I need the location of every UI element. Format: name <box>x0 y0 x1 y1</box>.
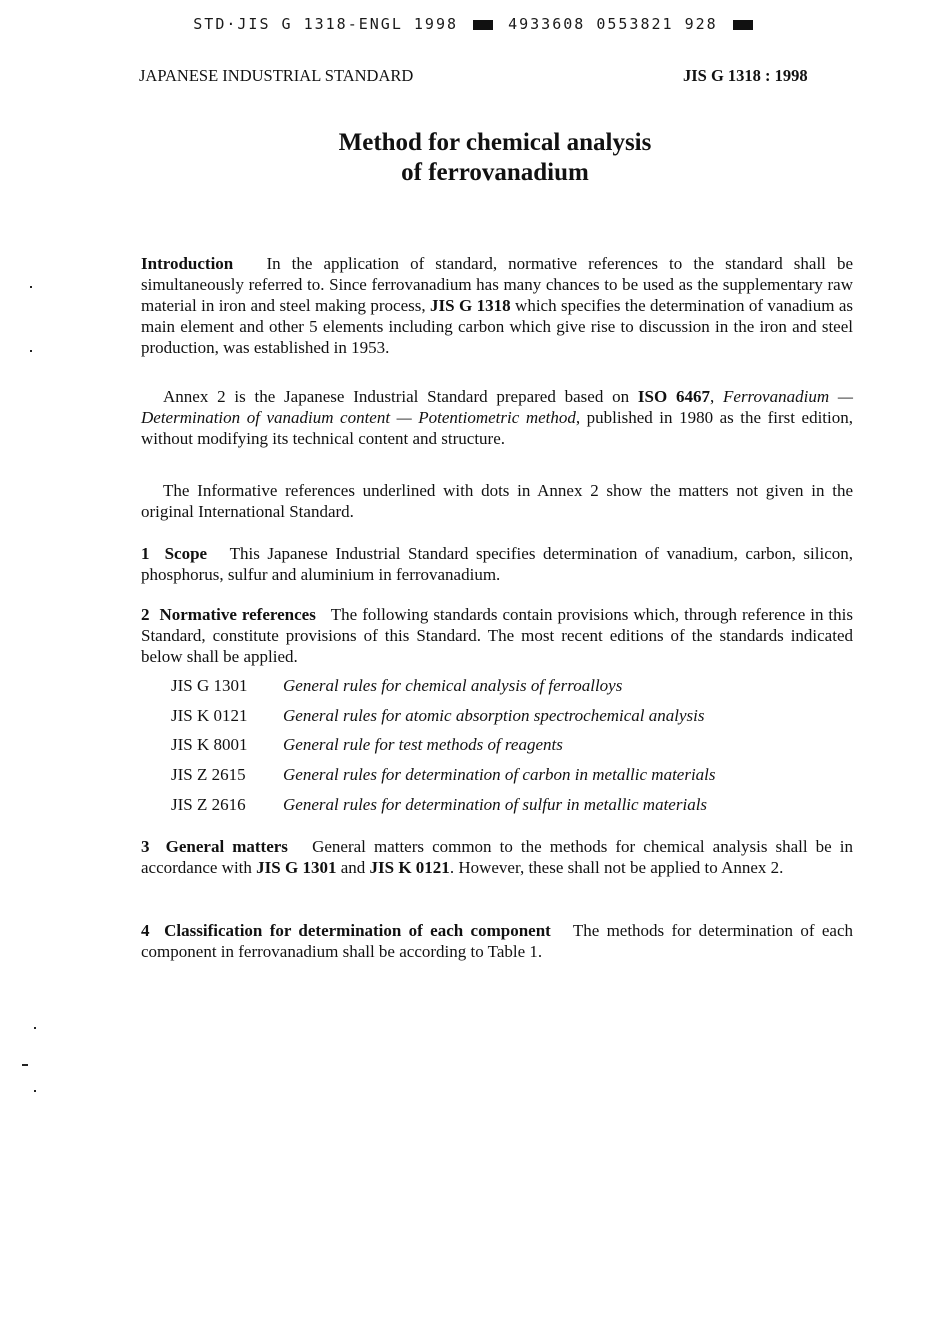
section-heading: General matters <box>165 837 288 856</box>
scope-section <box>141 543 853 585</box>
introduction-heading: Introduction <box>141 254 234 273</box>
reference-title: General rules for determination of carbon in metallic materials <box>283 765 716 784</box>
normative-references-section <box>141 604 853 667</box>
reference-code: JIS Z 2616 <box>171 795 246 814</box>
document-serial: 4933608 0553821 928 <box>508 15 718 33</box>
scan-speck <box>30 286 32 288</box>
section-text: The methods for determination of each component in ferrovanadium shall be according to Table 1. <box>141 921 854 961</box>
scan-speck <box>34 1090 36 1092</box>
standard-ref: JIS G 1301 <box>256 858 337 877</box>
introduction-paragraph <box>141 253 853 358</box>
reference-title: General rule for test methods of reagents <box>283 735 563 754</box>
section-number: 3 <box>141 837 150 856</box>
section-number: 2 <box>141 605 150 624</box>
reference-code: JIS K 8001 <box>171 735 248 754</box>
section-text: The following standards contain provisions which, through reference in this Standard, constitute provisions of this Standard. The most recent editions of the standards indicated below shall be applied. <box>141 605 853 666</box>
annex-text-cont: , published in 1980 as the first edition, without modifying its technical content and structure. <box>141 408 853 448</box>
scan-speck <box>30 350 32 352</box>
general-matters-section <box>141 836 853 878</box>
reference-item <box>171 706 705 726</box>
intro-standard-ref: JIS G 1318 <box>430 296 511 315</box>
classification-section <box>141 920 853 962</box>
section-heading: Scope <box>164 544 208 563</box>
iso-title: Ferrovanadium — Determination of vanadium content — Potentiometric method <box>141 387 853 427</box>
barcode-block-icon <box>733 20 753 30</box>
section-number: 4 <box>141 921 150 940</box>
reference-title: General rules for chemical analysis of ferroalloys <box>283 676 623 695</box>
iso-ref: ISO 6467 <box>637 387 710 406</box>
informative-paragraph: The Informative references underlined with dots in Annex 2 show the matters not given in the original International Standard. <box>141 481 853 521</box>
reference-code: JIS Z 2615 <box>171 765 246 784</box>
section-text: . However, these shall not be applied to Annex 2. <box>449 858 784 877</box>
section-heading: Normative references <box>159 605 316 624</box>
title-line-1: Method for chemical analysis <box>338 129 652 156</box>
document-code: STD·JIS G 1318-ENGL 1998 <box>193 15 459 33</box>
standard-ref: JIS K 0121 <box>369 858 450 877</box>
intro-text: In the application of standard, normative references to the standard shall be simultaneously referred to. Since ferrovanadium has many chances to be used as the supplementary raw material in iron and steel making process, <box>141 254 853 315</box>
annex-sep: , <box>709 387 724 406</box>
title-line-2: of ferrovanadium <box>401 159 589 186</box>
section-text: and <box>336 858 370 877</box>
reference-item <box>171 795 707 815</box>
annex-text: Annex 2 is the Japanese Industrial Standard prepared based on <box>163 387 638 406</box>
scan-speck <box>34 1027 36 1029</box>
reference-code: JIS G 1301 <box>171 676 248 695</box>
standard-label: JAPANESE INDUSTRIAL STANDARD <box>139 66 414 85</box>
reference-item <box>171 735 563 755</box>
reference-title: General rules for determination of sulfur in metallic materials <box>283 795 708 814</box>
section-text: General matters common to the methods for chemical analysis shall be in accordance with <box>141 837 854 877</box>
reference-item <box>171 676 622 696</box>
barcode-block-icon <box>473 20 493 30</box>
document-code-line <box>0 15 950 33</box>
reference-item <box>171 765 716 785</box>
section-text: This Japanese Industrial Standard specifies determination of vanadium, carbon, silicon, phosphorus, sulfur and aluminium in ferrovanadium. <box>141 544 854 584</box>
section-heading: Classification for determination of each component <box>164 921 551 940</box>
intro-text-cont: which specifies the determination of vanadium as main element and other 5 elements including carbon which give rise to discussion in the iron and steel production, was established in 1953. <box>141 296 854 357</box>
standard-number: JIS G 1318 : 1998 <box>683 66 808 85</box>
annex-paragraph <box>141 386 853 449</box>
page-title <box>180 128 810 188</box>
scan-speck <box>22 1064 28 1066</box>
reference-code: JIS K 0121 <box>171 706 248 725</box>
section-number: 1 <box>141 544 150 563</box>
reference-title: General rules for atomic absorption spectrochemical analysis <box>283 706 705 725</box>
